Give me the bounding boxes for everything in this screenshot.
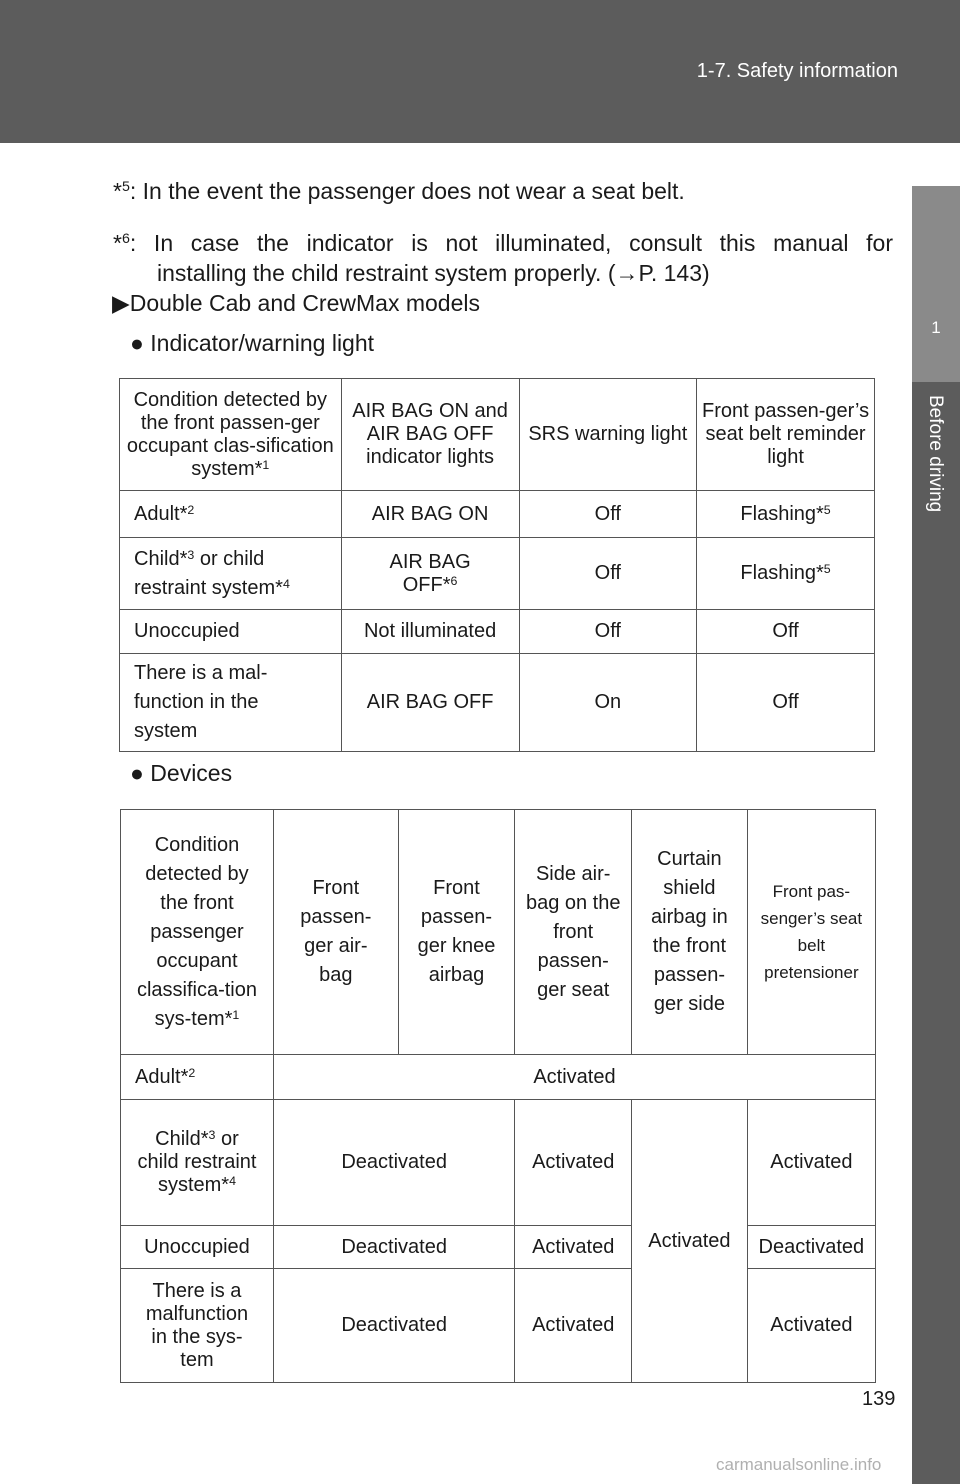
devices-table [120, 809, 876, 1383]
table-cell: Activated [515, 1100, 632, 1226]
table-header-row [120, 379, 875, 491]
table-row [120, 654, 875, 752]
devices-heading: ● Devices [130, 760, 233, 786]
triangle-bullet-icon: ▶ [112, 290, 130, 316]
table-cell: Flashing*$^5$ [697, 491, 875, 538]
table-cell: Off [519, 491, 697, 538]
table-cell: Off [519, 610, 697, 654]
table-cell: Adult*$^2$ [121, 1055, 274, 1100]
table-row [121, 1055, 876, 1100]
indicator-heading: ● Indicator/warning light [130, 330, 375, 356]
table-cell: Activated [747, 1269, 875, 1383]
table-row [121, 1269, 876, 1383]
header-cell: SRS warning light [519, 379, 697, 491]
header-cell: Side air-bag on the front passen-ger seat [515, 810, 632, 1055]
header-cell: Front pas-senger’s seat belt pretensioner [747, 810, 875, 1055]
footnote-6: *$^6$: In case the indicator is not illuminated, consult this manual for [113, 230, 893, 256]
table-cell: Activated [515, 1269, 632, 1383]
table-cell: AIR BAG ON [341, 491, 519, 538]
header-cell: Condition detected by the front passenger occupant classifica-tion sys-tem*$^1$ [121, 810, 274, 1055]
table-cell: Off [519, 538, 697, 610]
table-row [120, 491, 875, 538]
table-row [120, 610, 875, 654]
table-cell: Deactivated [273, 1269, 514, 1383]
table-cell: AIR BAG OFF*$^6$ [341, 538, 519, 610]
table-cell: AIR BAG OFF [341, 654, 519, 752]
watermark: carmanualsonline.info [716, 1455, 882, 1474]
table-cell: Off [697, 654, 875, 752]
table-cell: Adult*$^2$ [120, 491, 342, 538]
header-cell: Front passen-ger’s seat belt reminder light [697, 379, 875, 491]
table-header-row [121, 810, 876, 1055]
table-cell: Activated [515, 1226, 632, 1269]
table-cell: Unoccupied [121, 1226, 274, 1269]
table-cell: There is a malfunction in the sys-tem [121, 1269, 274, 1383]
table-cell: Not illuminated [341, 610, 519, 654]
table-row [120, 538, 875, 610]
indicator-table [119, 378, 875, 752]
side-tab-highlight [912, 186, 960, 382]
section-title: 1-7. Safety information [696, 60, 898, 82]
table-cell: Child*$^3$ or child restraint system*$^4$ [121, 1100, 274, 1226]
table-cell: Flashing*$^5$ [697, 538, 875, 610]
header-cell: Front passen-ger air-bag [273, 810, 398, 1055]
header-cell: Condition detected by the front passen-ger occupant clas-sification system*$^1$ [120, 379, 342, 491]
table-cell: Deactivated [273, 1100, 514, 1226]
table-cell: Deactivated [747, 1226, 875, 1269]
page-number: 139 [862, 1388, 896, 1410]
header-cell: Front passen-ger knee airbag [398, 810, 515, 1055]
table-cell: There is a mal- function in the system [120, 654, 342, 752]
table-cell: Off [697, 610, 875, 654]
table-cell: Deactivated [273, 1226, 514, 1269]
dot-bullet-icon: ● [130, 330, 144, 356]
models-heading: ▶Double Cab and CrewMax models [112, 290, 480, 316]
chapter-label: Before driving [925, 395, 946, 513]
header-cell: AIR BAG ON and AIR BAG OFF indicator lights [341, 379, 519, 491]
table-cell: Activated [747, 1100, 875, 1226]
chapter-number: 1 [931, 318, 941, 337]
table-cell: Activated [632, 1100, 748, 1383]
table-cell: Unoccupied [120, 610, 342, 654]
table-cell: On [519, 654, 697, 752]
dot-bullet-icon: ● [130, 760, 144, 786]
table-cell: Activated [273, 1055, 875, 1100]
table-cell: Child*$^3$ or child restraint system*$^4$ [120, 538, 342, 610]
page-header [0, 0, 960, 143]
table-row [121, 1100, 876, 1226]
table-row [121, 1226, 876, 1269]
footnote-6-continued: installing the child restraint system properly. (→P. 143) [157, 260, 710, 286]
footnote-5: *$^5$: In the event the passenger does not wear a seat belt. [113, 178, 685, 204]
header-cell: Curtain shield airbag in the front passen-ger side [632, 810, 748, 1055]
